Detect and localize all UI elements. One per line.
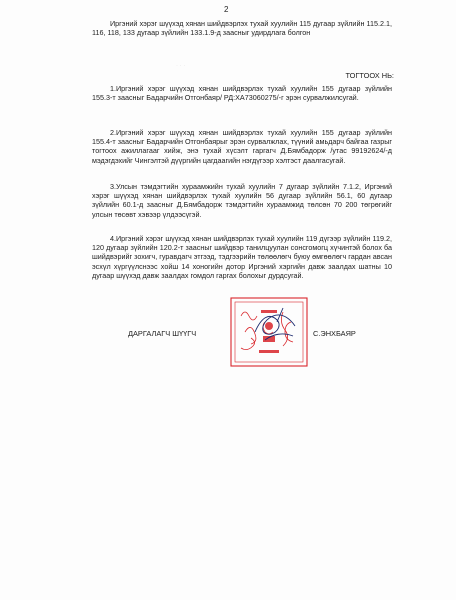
paragraph-1: 1.Иргэний хэрэг шүүхэд хянан шийдвэрлэх тухай хуулийн 155 дугаар зүйлийн 155.3-т заасныг Бадарчийн Отгонбаяр/ РД:ХА73060275/-г эрэн сурвалжилсугай. (92, 84, 392, 103)
court-seal-stamp (225, 292, 313, 372)
paragraph-4: 4.Иргэний хэрэг шүүхэд хянан шийдвэрлэх тухай хуулийн 119 дүгээр зүйлийн 119.2, 120 дугаар зүйлийн 120.2-т заасныг шийдвэр танилцуулан сонсгомогц хүчинтэй болох ба шийдвэрийг зохигч, гуравдагч этгээд, тэдгээрийн төлөөлөгч буюу өмгөөлөгч гардан авсан эсхүл хүргүүлснээс хойш 14 хоногийн дотор Иргэний хэргийн давж заалдах шатны 10 дугаар шүүхэд давж заалдах гомдол гаргах болохыг дурдсугай. (92, 234, 392, 280)
signature-name: С.ЭНХБАЯР (313, 329, 356, 338)
paragraph-3: 3.Улсын тэмдэгтийн хураамжийн тухай хуулийн 7 дугаар зүйлийн 7.1.2, Иргэний хэрэг шүүхэд хянан шийдвэрлэх тухай хуулийн 56 дугаар зүйлийн 56.1, 60 дугаар зүйлийн 60.1-д заасныг Д.Бямбадорж тэмдэгтийн хураамжид төлсөн 70 200 төгрөгийг улсын төсөвт хэвээр үлдээсүгэй. (92, 182, 392, 219)
paragraph-2: 2.Иргэний хэрэг шүүхэд хянан шийдвэрлэх тухай хуулийн 155 дугаар зүйлийн 155.4-т заасныг Бадарчийн Отгонбаярыг эрэн сурвалжлах, түүний амьдарч байгаа газрыг тогтоох ажиллагааг хийж, энэ тухай хүсэлт гаргагч Д.Бямбадорж /утас 99192624/-д мэдэгдэхийг Чингэлтэй дүүргийн цагдаагийн нэгдүгээр хэлтэст даалгасугай. (92, 128, 392, 165)
intro-paragraph: Иргэний хэрэг шүүхэд хянан шийдвэрлэх тухай хуулийн 115 дугаар зүйлийн 115.2.1, 116, 118, 133 дугаар зүйлийн 133.1.9-д заасныг удирдлага болгон (92, 19, 392, 38)
page-number: 2 (224, 5, 229, 14)
signature-title: ДАРГАЛАГЧ ШҮҮГЧ (128, 329, 197, 338)
faint-bleedthrough-mark: · · · (176, 63, 186, 69)
resolution-heading: ТОГТООХ НЬ: (345, 71, 394, 80)
